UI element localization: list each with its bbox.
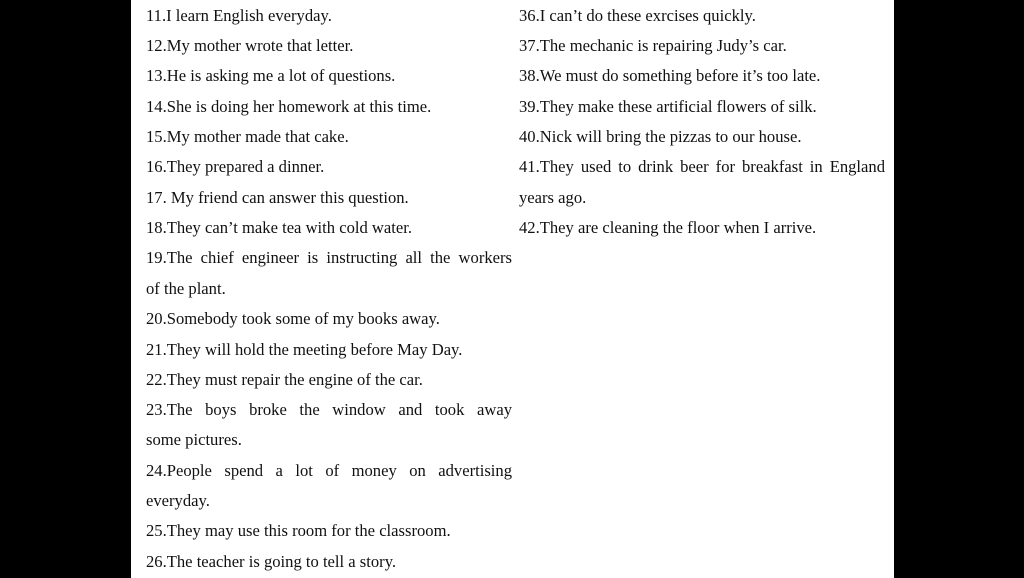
document-page <box>131 0 894 578</box>
sentence-line: 11.I learn English everyday. <box>146 6 332 25</box>
sentence-line: 16.They prepared a dinner. <box>146 157 325 176</box>
sentence-line: 15.My mother made that cake. <box>146 127 349 146</box>
sentence-line: 39.They make these artificial flowers of silk. <box>519 97 817 116</box>
sentence-line: 24.People spend a lot of money on advertising <box>146 461 512 480</box>
sentence-line: 18.They can’t make tea with cold water. <box>146 218 413 237</box>
sentence-line: 13.He is asking me a lot of questions. <box>146 66 396 85</box>
sentence-line: 14.She is doing her homework at this time. <box>146 97 432 116</box>
sentence-line: 17. My friend can answer this question. <box>146 188 409 207</box>
sentence-line: 23.The boys broke the window and took away <box>146 400 512 419</box>
sentence-line: 36.I can’t do these exrcises quickly. <box>519 6 756 25</box>
sentence-line: 22.They must repair the engine of the car. <box>146 370 423 389</box>
sentence-line: 26.The teacher is going to tell a story. <box>146 552 397 571</box>
sentence-continuation: of the plant. <box>146 279 226 298</box>
sentence-continuation: everyday. <box>146 491 210 510</box>
sentence-continuation: years ago. <box>519 188 587 207</box>
sentence-line: 41.They used to drink beer for breakfast in England <box>519 157 885 176</box>
sentence-line: 38.We must do something before it’s too late. <box>519 66 821 85</box>
sentence-line: 37.The mechanic is repairing Judy’s car. <box>519 36 787 55</box>
sentence-line: 42.They are cleaning the floor when I arrive. <box>519 218 817 237</box>
sentence-line: 21.They will hold the meeting before May Day. <box>146 340 463 359</box>
sentence-line: 20.Somebody took some of my books away. <box>146 309 440 328</box>
sentence-line: 12.My mother wrote that letter. <box>146 36 354 55</box>
sentence-line: 25.They may use this room for the classroom. <box>146 521 451 540</box>
sentence-line: 40.Nick will bring the pizzas to our house. <box>519 127 802 146</box>
sentence-continuation: some pictures. <box>146 430 242 449</box>
sentence-line: 19.The chief engineer is instructing all the workers <box>146 248 512 267</box>
